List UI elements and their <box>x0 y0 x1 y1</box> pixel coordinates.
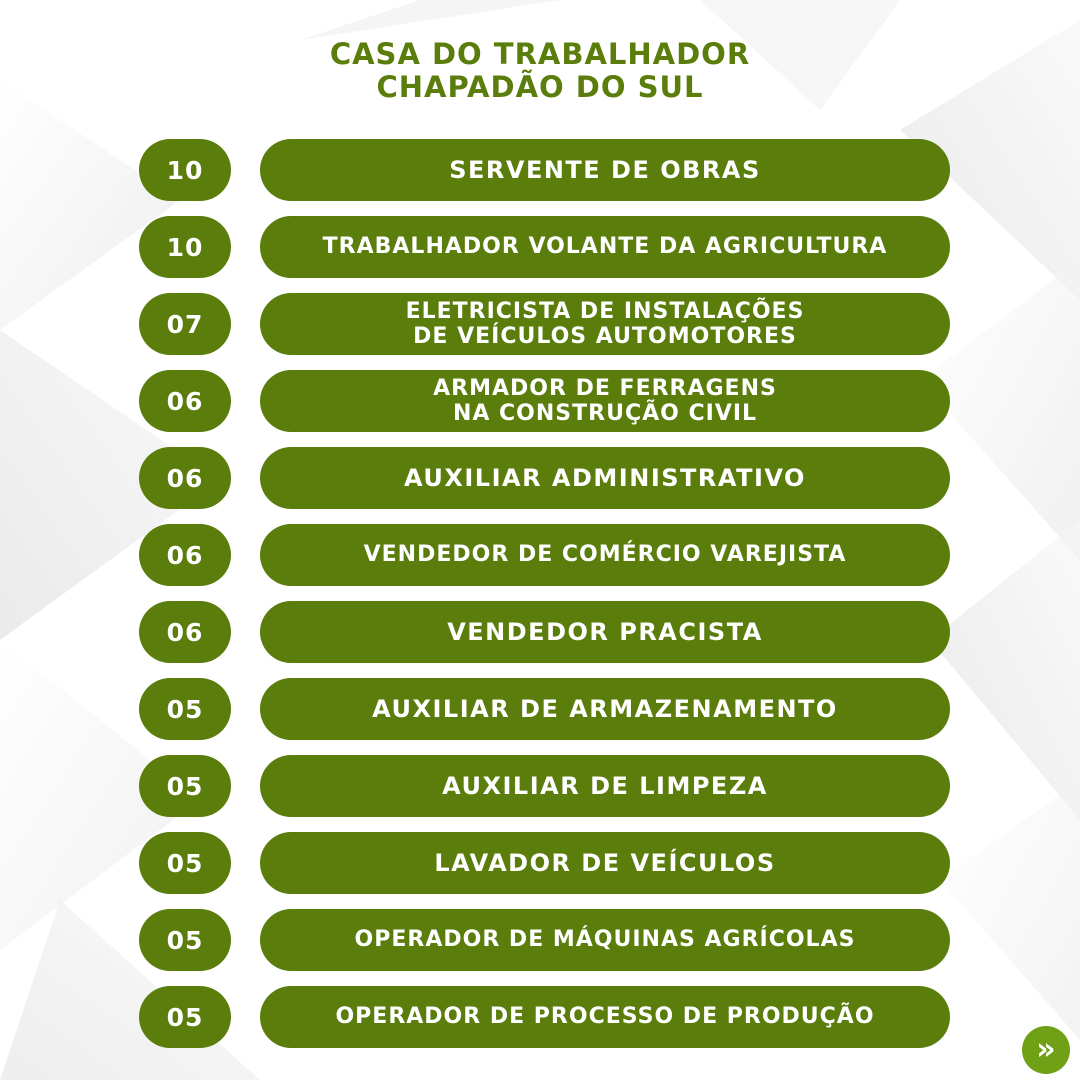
double-chevron-right-icon: » <box>1036 1032 1056 1067</box>
job-title: AUXILIAR DE LIMPEZA <box>442 772 768 800</box>
vacancy-count: 10 <box>139 216 231 278</box>
vacancy-count: 05 <box>139 678 231 740</box>
job-title-line-2: DE VEÍCULOS AUTOMOTORES <box>413 324 797 349</box>
job-title-pill <box>260 832 950 894</box>
vacancy-count: 05 <box>139 755 231 817</box>
job-row <box>0 216 1080 278</box>
job-row <box>0 832 1080 894</box>
vacancy-count: 06 <box>139 447 231 509</box>
vacancy-count: 05 <box>139 986 231 1048</box>
job-title: TRABALHADOR VOLANTE DA AGRICULTURA <box>322 234 888 259</box>
title-line-1: CASA DO TRABALHADOR <box>329 37 751 71</box>
job-title-pill <box>260 524 950 586</box>
job-title: SERVENTE DE OBRAS <box>449 156 761 184</box>
job-row <box>0 909 1080 971</box>
job-title-pill <box>260 678 950 740</box>
vacancy-count: 10 <box>139 139 231 201</box>
next-page-button[interactable] <box>1022 1026 1070 1074</box>
vacancy-count: 06 <box>139 524 231 586</box>
job-title-pill <box>260 370 950 432</box>
vacancy-count: 05 <box>139 909 231 971</box>
job-title: OPERADOR DE MÁQUINAS AGRÍCOLAS <box>354 927 856 952</box>
job-title: VENDEDOR PRACISTA <box>447 618 763 646</box>
job-title: VENDEDOR DE COMÉRCIO VAREJISTA <box>363 542 847 567</box>
job-title-pill <box>260 139 950 201</box>
job-row <box>0 524 1080 586</box>
vacancy-count: 05 <box>139 832 231 894</box>
job-row <box>0 678 1080 740</box>
job-row <box>0 370 1080 432</box>
job-title: AUXILIAR ADMINISTRATIVO <box>404 464 806 492</box>
job-title-pill <box>260 216 950 278</box>
job-title-pill <box>260 601 950 663</box>
job-row <box>0 986 1080 1048</box>
title-line-2: CHAPADÃO DO SUL <box>376 70 704 104</box>
job-row <box>0 293 1080 355</box>
job-row <box>0 447 1080 509</box>
job-title: AUXILIAR DE ARMAZENAMENTO <box>372 695 838 723</box>
job-title-pill <box>260 909 950 971</box>
vacancy-count: 07 <box>139 293 231 355</box>
vacancy-count: 06 <box>139 601 231 663</box>
job-row <box>0 139 1080 201</box>
job-title: LAVADOR DE VEÍCULOS <box>434 849 776 877</box>
job-title-pill <box>260 293 950 355</box>
job-title-line-2: NA CONSTRUÇÃO CIVIL <box>452 401 758 426</box>
job-row <box>0 755 1080 817</box>
job-title: OPERADOR DE PROCESSO DE PRODUÇÃO <box>335 1004 875 1029</box>
job-title-pill <box>260 755 950 817</box>
page-title <box>0 38 1080 104</box>
job-title-pill <box>260 447 950 509</box>
job-title-line-1: ELETRICISTA DE INSTALAÇÕES <box>405 299 805 324</box>
job-row <box>0 601 1080 663</box>
job-title-pill <box>260 986 950 1048</box>
job-title-line-1: ARMADOR DE FERRAGENS <box>433 376 777 401</box>
vacancy-count: 06 <box>139 370 231 432</box>
